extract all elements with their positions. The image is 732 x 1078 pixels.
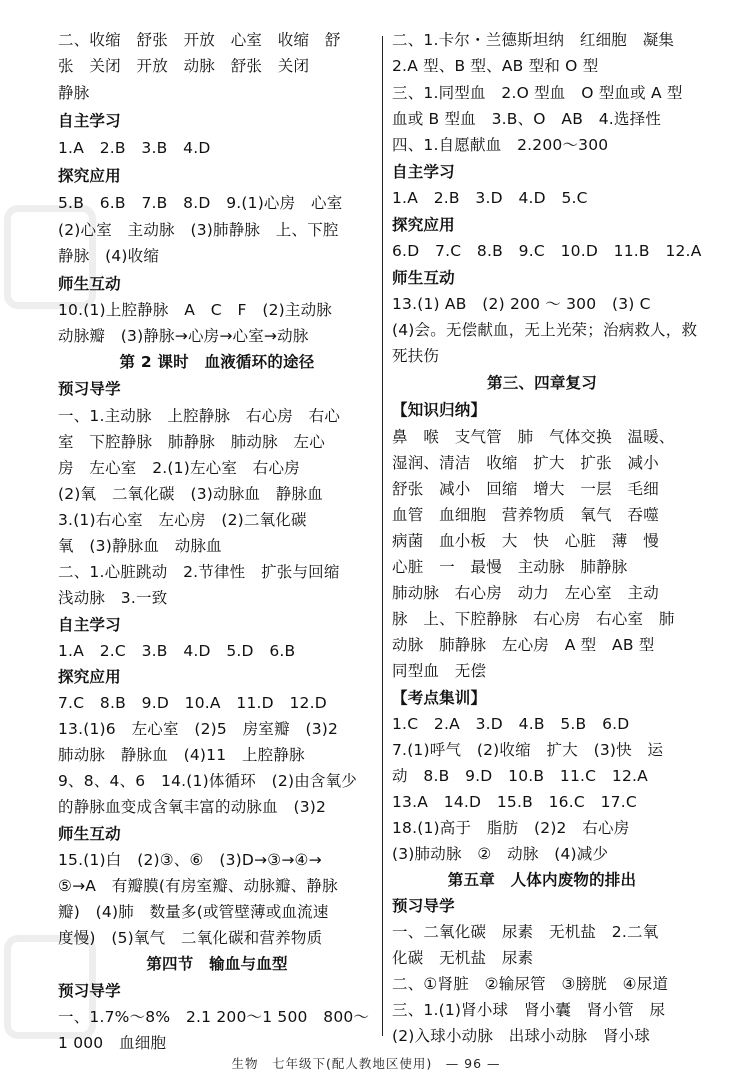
answer-line: 7.(1)呼气 (2)收缩 扩大 (3)快 运 — [392, 741, 664, 759]
section-heading: 自主学习 — [392, 163, 455, 181]
answer-line: 病菌 血小板 大 快 心脏 薄 慢 — [392, 532, 659, 550]
section-heading: 师生互动 — [58, 275, 121, 293]
answer-line: 13.(1)6 左心室 (2)5 房室瓣 (3)2 — [58, 720, 339, 738]
section-heading: 探究应用 — [58, 668, 121, 686]
section-heading: 预习导学 — [392, 897, 455, 915]
answer-line: 度慢) (5)氧气 二氧化碳和营养物质 — [58, 929, 323, 947]
answer-line: 房 左心室 2.(1)左心室 右心房 — [58, 459, 300, 477]
answer-line: 三、1.(1)肾小球 肾小囊 肾小管 尿 — [392, 1001, 666, 1019]
answer-line: 1.A 2.B 3.D 4.D 5.C — [392, 189, 588, 207]
answer-line: 动脉瓣 (3)静脉→心房→心室→动脉 — [58, 327, 309, 345]
answer-line: 7.C 8.B 9.D 10.A 11.D 12.D — [58, 694, 327, 712]
answer-line: ⑤→A 有瓣膜(有房室瓣、动脉瓣、静脉 — [58, 877, 338, 895]
answer-line: 心脏 一 最慢 主动脉 肺静脉 — [392, 558, 628, 576]
section-heading: 预习导学 — [58, 982, 121, 1000]
answer-line: 四、1.自愿献血 2.200～300 — [392, 136, 609, 154]
section-heading: 自主学习 — [58, 616, 121, 634]
answer-line: 静脉 — [58, 84, 90, 102]
section-heading: 第五章 人体内废物的排出 — [447, 871, 637, 889]
section-heading: 【知识归纳】 — [392, 401, 487, 419]
answer-line: 6.D 7.C 8.B 9.C 10.D 11.B 12.A — [392, 242, 702, 260]
answer-line: 舒张 减小 回缩 增大 一层 毛细 — [392, 480, 659, 498]
answer-line: 张 关闭 开放 动脉 舒张 关闭 — [58, 57, 310, 75]
answer-line: 1.A 2.C 3.B 4.D 5.D 6.B — [58, 642, 296, 660]
answer-line: 三、1.同型血 2.O 型血 O 型血或 A 型 — [392, 84, 683, 102]
section-heading: 探究应用 — [58, 167, 121, 185]
answer-line: 10.(1)上腔静脉 A C F (2)主动脉 — [58, 301, 333, 319]
answer-line: 氧 (3)静脉血 动脉血 — [58, 537, 222, 555]
answer-line: 湿润、清洁 收缩 扩大 扩张 减小 — [392, 454, 659, 472]
answer-line: 二、1.卡尔・兰德斯坦纳 红细胞 凝集 — [392, 31, 675, 49]
answer-line: 2.A 型、B 型、AB 型和 O 型 — [392, 57, 599, 75]
answer-line: (2)心室 主动脉 (3)肺静脉 上、下腔 — [58, 221, 339, 239]
page-footer: 生物 七年级下(配人教地区使用) — 96 — — [231, 1056, 501, 1071]
answer-line: 一、二氧化碳 尿素 无机盐 2.二氧 — [392, 923, 659, 941]
answer-line: 二、1.心脏跳动 2.节律性 扩张与回缩 — [58, 563, 340, 581]
section-heading: 第三、四章复习 — [487, 374, 597, 392]
answer-line: (3)肺动脉 ② 动脉 (4)减少 — [392, 845, 609, 863]
answer-line: 一、1.7%～8% 2.1 200～1 500 800～ — [58, 1008, 370, 1026]
answer-line: 15.(1)白 (2)③、⑥ (3)D→③→④→ — [58, 851, 322, 869]
answer-line: 室 下腔静脉 肺静脉 肺动脉 左心 — [58, 433, 325, 451]
answer-line: 9、8、4、6 14.(1)体循环 (2)由含氧少 — [58, 772, 358, 790]
answer-line: 1 000 血细胞 — [58, 1034, 167, 1052]
answer-line: (2)氧 二氧化碳 (3)动脉血 静脉血 — [58, 485, 323, 503]
answer-line: (2)入球小动脉 出球小动脉 肾小球 — [392, 1027, 651, 1045]
answer-line: 二、①肾脏 ②输尿管 ③膀胱 ④尿道 — [392, 975, 669, 993]
answer-line: 的静脉血变成含氧丰富的动脉血 (3)2 — [58, 798, 327, 816]
section-heading: 探究应用 — [392, 216, 455, 234]
answer-line: 鼻 喉 支气管 肺 气体交换 温暖、 — [392, 428, 675, 446]
answer-line: 血管 血细胞 营养物质 氧气 吞噬 — [392, 506, 659, 524]
section-heading: 自主学习 — [58, 112, 121, 130]
answer-line: 脉 上、下腔静脉 右心房 右心室 肺 — [392, 610, 675, 628]
answer-line: 血或 B 型血 3.B、O AB 4.选择性 — [392, 110, 662, 128]
answer-line: 13.A 14.D 15.B 16.C 17.C — [392, 793, 637, 811]
answer-line: 浅动脉 3.一致 — [58, 589, 168, 607]
answer-line: 肺动脉 静脉血 (4)11 上腔静脉 — [58, 746, 305, 764]
section-heading: 第四节 输血与血型 — [146, 955, 288, 973]
answer-line: 1.C 2.A 3.D 4.B 5.B 6.D — [392, 715, 630, 733]
section-heading: 预习导学 — [58, 380, 121, 398]
answer-line: 瓣) (4)肺 数量多(或管壁薄或血流速 — [58, 903, 329, 921]
section-heading: 师生互动 — [58, 825, 121, 843]
answer-line: 1.A 2.B 3.B 4.D — [58, 139, 211, 157]
answer-line: 5.B 6.B 7.B 8.D 9.(1)心房 心室 — [58, 194, 343, 212]
answer-line: 13.(1) AB (2) 200 ～ 300 (3) C — [392, 295, 651, 313]
section-heading: 第 2 课时 血液循环的途径 — [119, 353, 315, 371]
column-divider — [382, 36, 383, 1036]
answer-line: (4)会。无偿献血，无上光荣；治病救人，救 — [392, 321, 698, 339]
answer-line: 静脉 (4)收缩 — [58, 247, 160, 265]
answer-line: 动脉 肺静脉 左心房 A 型 AB 型 — [392, 636, 655, 654]
section-heading: 【考点集训】 — [392, 689, 487, 707]
answer-line: 二、收缩 舒张 开放 心室 收缩 舒 — [58, 31, 341, 49]
answer-line: 动 8.B 9.D 10.B 11.C 12.A — [392, 767, 648, 785]
answer-line: 肺动脉 右心房 动力 左心室 主动 — [392, 584, 659, 602]
answer-line: 3.(1)右心室 左心房 (2)二氧化碳 — [58, 511, 307, 529]
answer-line: 18.(1)高于 脂肪 (2)2 右心房 — [392, 819, 630, 837]
answer-line: 化碳 无机盐 尿素 — [392, 949, 534, 967]
answer-line: 一、1.主动脉 上腔静脉 右心房 右心 — [58, 407, 341, 425]
answer-line: 同型血 无偿 — [392, 662, 487, 680]
answer-line: 死扶伤 — [392, 347, 440, 365]
section-heading: 师生互动 — [392, 269, 455, 287]
